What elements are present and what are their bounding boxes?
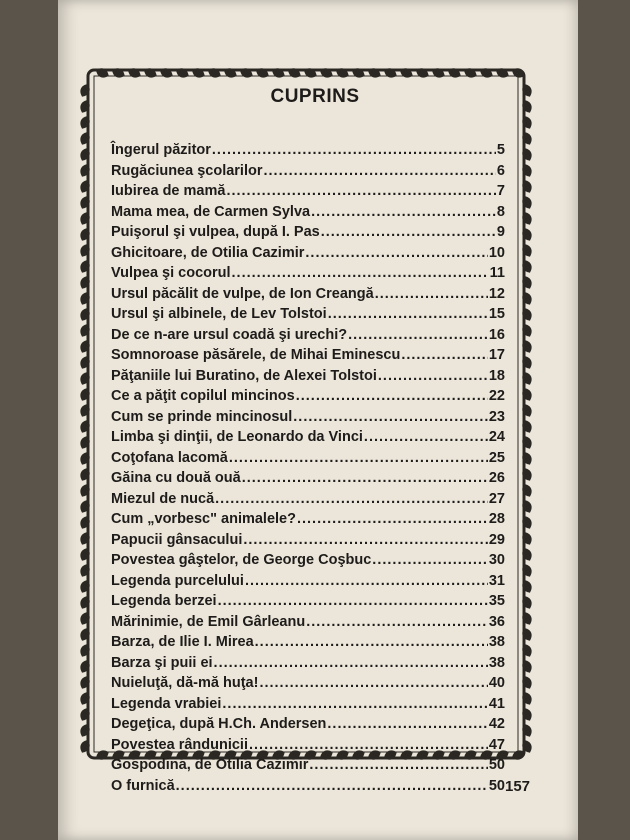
toc-entry	[111, 386, 505, 407]
toc-leader-dots	[255, 632, 488, 653]
toc-leader-dots	[218, 591, 488, 612]
toc-leader-dots	[364, 427, 488, 448]
toc-entry-title: O furnică	[111, 777, 175, 794]
toc-entry	[111, 612, 505, 633]
toc-leader-dots	[309, 755, 487, 776]
toc-entry	[111, 653, 505, 674]
toc-entry-title: Ursul păcălit de vulpe, de Ion Creangă	[111, 285, 374, 302]
toc-entry	[111, 673, 505, 694]
toc-entry-page: 30	[488, 552, 505, 568]
toc-entry-page: 17	[488, 347, 505, 363]
toc-entry-title: Barza şi puii ei	[111, 654, 213, 671]
toc-entry-title: Papucii gânsacului	[111, 531, 243, 548]
toc-entry-page: 23	[488, 408, 505, 425]
toc-entry	[111, 509, 505, 530]
toc-entry-title: Somnoroase păsărele, de Mihai Eminescu	[111, 347, 401, 363]
toc-leader-dots	[378, 366, 488, 387]
toc-leader-dots	[305, 243, 487, 264]
toc-entry-title: Barza, de Ilie I. Mirea	[111, 634, 254, 650]
toc-entry-title: Legenda vrabiei	[111, 695, 222, 712]
toc-entry-page: 29	[488, 531, 505, 548]
toc-entry-page: 38	[488, 634, 505, 650]
toc-entry-page: 26	[488, 470, 505, 486]
toc-entry-title: Puişorul şi vulpea, după I. Pas	[111, 224, 320, 240]
toc-entry-title: Miezul de nucă	[111, 490, 215, 507]
toc-entry-title: Găina cu două ouă	[111, 470, 241, 486]
toc-entry	[111, 489, 505, 510]
toc-leader-dots	[306, 612, 488, 633]
toc-entry-title: Păţaniile lui Buratino, de Alexei Tolstoi	[111, 367, 377, 384]
toc-entry-title: Mama mea, de Carmen Sylva	[111, 203, 311, 220]
toc-entry-page: 28	[488, 511, 505, 527]
toc-entry	[111, 263, 505, 284]
toc-entry-title: Legenda purcelului	[111, 572, 244, 589]
toc-entry-page: 40	[488, 675, 505, 691]
toc-leader-dots	[232, 263, 489, 284]
toc-entry	[111, 448, 505, 469]
toc-entry-title: Legenda berzei	[111, 593, 217, 609]
toc-entry-page: 24	[488, 429, 505, 445]
toc-entry-title: Iubirea de mamă	[111, 183, 226, 199]
toc-entry-page: 15	[488, 306, 505, 322]
toc-entry-title: Îngerul păzitor	[111, 142, 211, 158]
toc-entry-page: 12	[488, 285, 505, 302]
toc-entry-page: 36	[488, 613, 505, 630]
page-title: CUPRINS	[270, 86, 360, 107]
toc-entry-page: 27	[488, 490, 505, 507]
toc-entry-page: 25	[488, 449, 505, 466]
toc-entry	[111, 468, 505, 489]
toc-entry-title: Limba şi dinţii, de Leonardo da Vinci	[111, 429, 363, 445]
toc-leader-dots	[226, 181, 495, 202]
toc-entry	[111, 243, 505, 264]
toc-leader-dots	[311, 202, 496, 223]
toc-entry-title: Cum se prinde mincinosul	[111, 408, 293, 425]
toc-leader-dots	[328, 304, 488, 325]
toc-entry-page: 41	[488, 695, 505, 712]
toc-entry	[111, 714, 505, 735]
toc-entry-page: 42	[488, 716, 505, 732]
toc-entry-page: 8	[496, 203, 505, 220]
toc-entry	[111, 161, 505, 182]
toc-leader-dots	[212, 140, 496, 161]
toc-entry-title: Degeţica, după H.Ch. Andersen	[111, 716, 327, 732]
toc-entry-page: 11	[489, 265, 505, 281]
toc-leader-dots	[348, 325, 488, 346]
toc-entry	[111, 345, 505, 366]
toc-leader-dots	[245, 571, 488, 592]
toc-entry-page: 22	[488, 388, 505, 404]
toc-leader-dots	[242, 468, 488, 489]
toc-entry	[111, 222, 505, 243]
toc-leader-dots	[222, 694, 487, 715]
toc-entry	[111, 755, 505, 776]
toc-leader-dots	[327, 714, 487, 735]
toc-entry-title: Nuieluţă, dă-mă huţa!	[111, 675, 259, 691]
toc-leader-dots	[401, 345, 488, 366]
table-of-contents	[111, 140, 505, 796]
toc-entry-title: Gospodina, de Otilia Cazimir	[111, 757, 309, 773]
toc-entry-title: De ce n-are ursul coadă şi urechi?	[111, 326, 348, 343]
toc-leader-dots	[229, 448, 488, 469]
toc-entry	[111, 735, 505, 756]
toc-entry-page: 10	[488, 244, 505, 261]
toc-leader-dots	[243, 530, 488, 551]
toc-entry	[111, 140, 505, 161]
toc-entry-title: Cum „vorbesc" animalele?	[111, 511, 296, 527]
toc-entry	[111, 591, 505, 612]
toc-entry-page: 6	[496, 162, 505, 179]
toc-entry	[111, 530, 505, 551]
toc-entry	[111, 366, 505, 387]
toc-entry	[111, 304, 505, 325]
toc-leader-dots	[297, 509, 488, 530]
toc-entry-title: Povestea gâştelor, de George Coşbuc	[111, 552, 372, 568]
toc-entry-page: 47	[488, 736, 505, 753]
toc-entry-page: 31	[488, 572, 505, 589]
toc-entry	[111, 202, 505, 223]
toc-entry-page: 7	[496, 183, 505, 199]
toc-entry	[111, 776, 505, 797]
toc-leader-dots	[264, 161, 496, 182]
toc-leader-dots	[321, 222, 496, 243]
toc-entry-page: 5	[496, 142, 505, 158]
toc-entry	[111, 284, 505, 305]
toc-entry-title: Ursul şi albinele, de Lev Tolstoi	[111, 306, 327, 322]
toc-entry-title: Ce a păţit copilul mincinos	[111, 388, 295, 404]
toc-entry-title: Vulpea şi cocorul	[111, 265, 231, 281]
toc-entry-title: Mărinimie, de Emil Gârleanu	[111, 613, 306, 630]
toc-leader-dots	[259, 673, 487, 694]
toc-entry-page: 50	[488, 777, 505, 794]
toc-leader-dots	[375, 284, 488, 305]
toc-entry	[111, 632, 505, 653]
toc-entry	[111, 407, 505, 428]
toc-entry-page: 16	[488, 326, 505, 343]
page-number: 157	[505, 778, 531, 795]
toc-leader-dots	[372, 550, 488, 571]
toc-entry	[111, 571, 505, 592]
toc-leader-dots	[176, 776, 488, 797]
toc-entry	[111, 550, 505, 571]
toc-leader-dots	[293, 407, 488, 428]
toc-entry-page: 18	[488, 367, 505, 384]
toc-leader-dots	[215, 489, 488, 510]
toc-entry	[111, 181, 505, 202]
toc-leader-dots	[214, 653, 488, 674]
toc-entry-page: 50	[488, 757, 505, 773]
toc-entry	[111, 325, 505, 346]
toc-leader-dots	[249, 735, 488, 756]
toc-entry-page: 38	[488, 654, 505, 671]
toc-entry-page: 35	[488, 593, 505, 609]
toc-entry-page: 9	[496, 224, 505, 240]
toc-entry-title: Rugăciunea şcolarilor	[111, 162, 263, 179]
toc-entry	[111, 427, 505, 448]
toc-entry-title: Povestea rândunicii	[111, 736, 248, 753]
toc-entry-title: Ghicitoare, de Otilia Cazimir	[111, 244, 305, 261]
toc-entry-title: Coţofana lacomă	[111, 449, 228, 466]
toc-entry	[111, 694, 505, 715]
toc-leader-dots	[296, 386, 488, 407]
